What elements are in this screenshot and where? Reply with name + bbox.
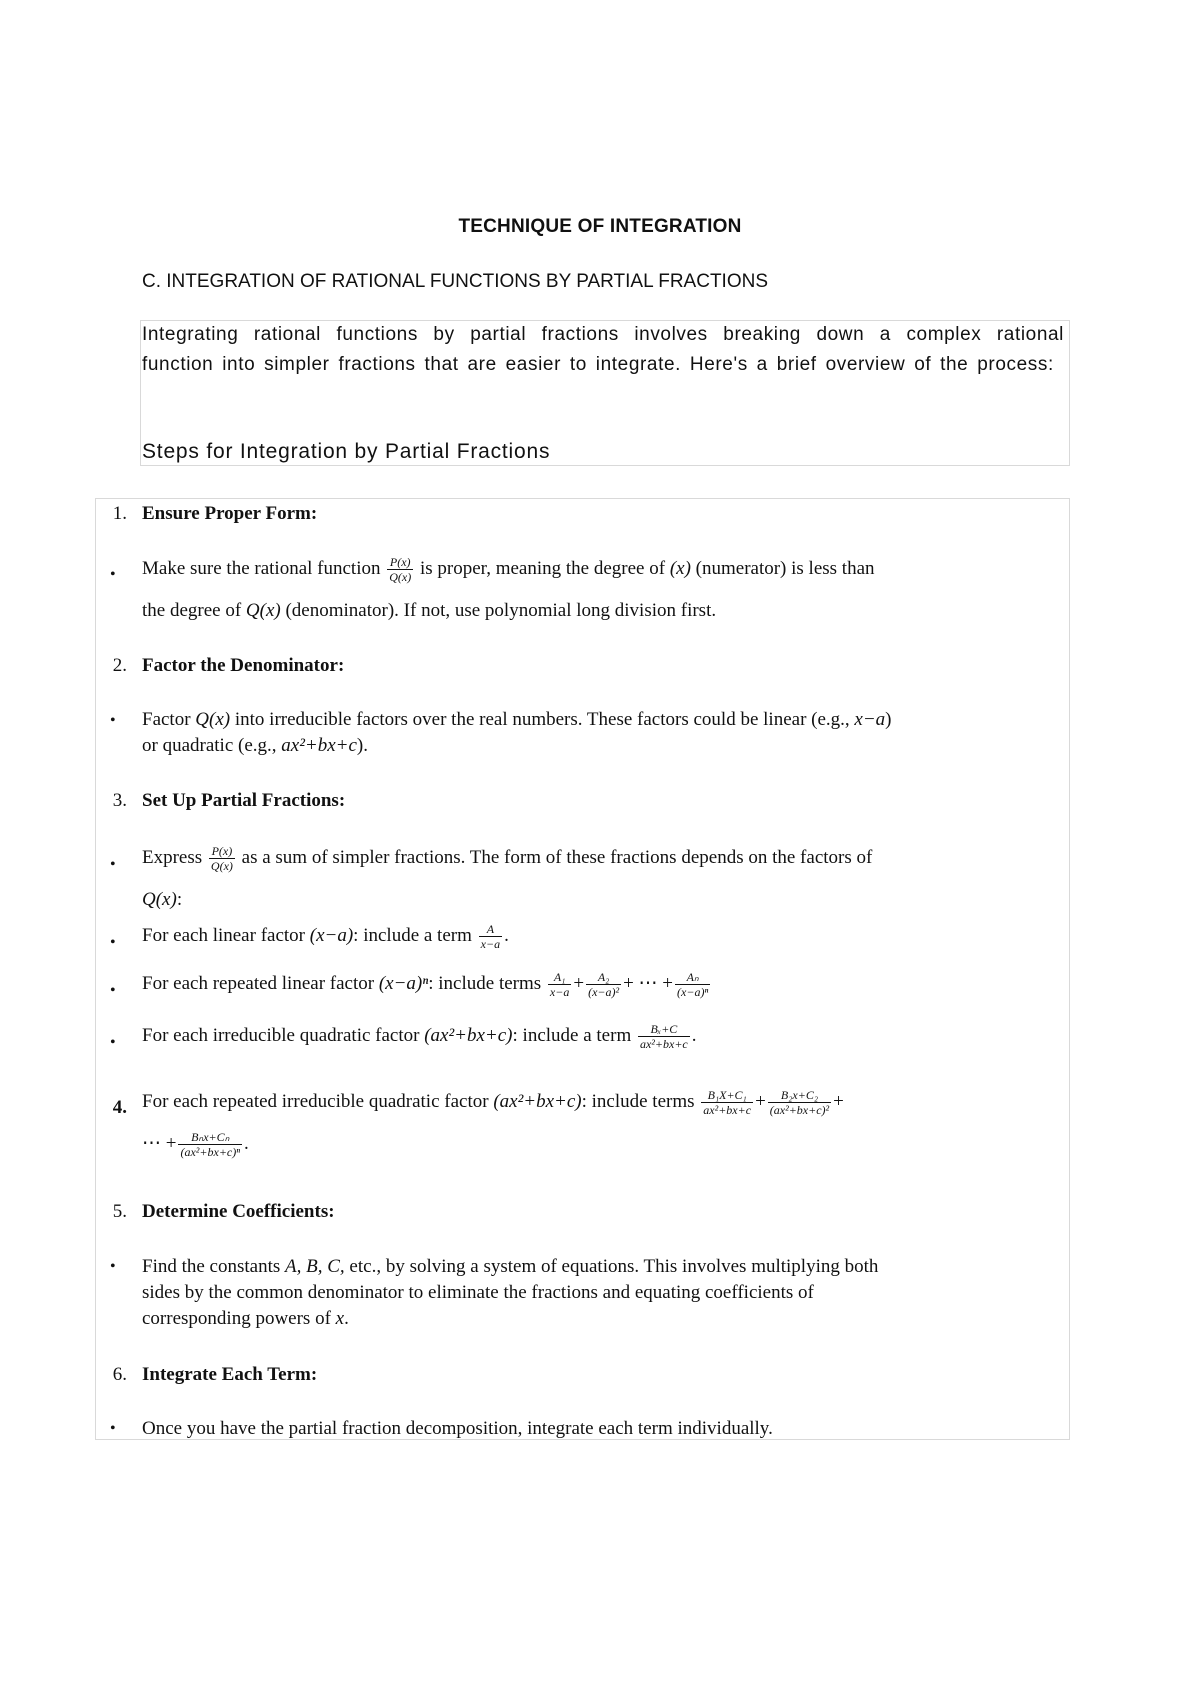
fraction: $\frac{A}{x-a}$	[480, 922, 501, 951]
bullet-icon: •	[110, 566, 116, 583]
step1-bullet-line1: Make sure the rational function $\frac{P(x)}{Q(x)}$ is proper, meaning the degree of (x) (numerator) is less than	[142, 555, 875, 584]
fraction: $\frac{\text{B₂x+C₂}}{\text{(ax²+bx+c)²}}$	[769, 1088, 830, 1117]
steps-heading: Steps for Integration by Partial Fractions	[142, 440, 551, 463]
step2-bullet-line2: or quadratic (e.g., ax²+bx+c).	[142, 735, 368, 756]
fraction: $\frac{\text{B₁X+C₁}}{\text{ax²+bx+c}}$	[703, 1088, 752, 1117]
step-number: 5.	[112, 1201, 127, 1222]
fraction: $\frac{\text{A₁}}{x-a}$	[549, 970, 570, 999]
page-title: TECHNIQUE OF INTEGRATION	[458, 216, 742, 237]
bullet-icon: •	[110, 934, 116, 951]
step3-bullet3: For each repeated linear factor (x−a)ⁿ: include terms $\frac{\text{A₁}}{x-a}$ + $\frac{\text{A₂}}{\text{(x−a)²}}$ + ⋯ + $\frac{\text{Aₙ}}{\text{(x−a)ⁿ}}$	[142, 970, 709, 999]
fraction: $\frac{\text{Bₓ+C}}{\text{ax²+bx+c}}$	[639, 1022, 688, 1051]
step2-bullet-line1: Factor Q(x) into irreducible factors over the real numbers. These factors could be linear (e.g., x−a)	[142, 709, 892, 730]
step6-bullet: Once you have the partial fraction decomposition, integrate each term individually.	[142, 1418, 773, 1439]
step5-bullet-line2: sides by the common denominator to eliminate the fractions and equating coefficients of	[142, 1282, 814, 1303]
bullet-icon: •	[110, 712, 116, 729]
step-number: 6.	[112, 1364, 127, 1385]
step3-bullet2: For each linear factor (x−a): include a term $\frac{A}{x-a}$ .	[142, 922, 509, 951]
bullet-icon: •	[110, 982, 116, 999]
step3-bullet1-line1: Express $\frac{P(x)}{Q(x)}$ as a sum of simpler fractions. The form of these fractions depends on the factors of	[142, 844, 873, 873]
step4-line2: ⋯ + $\frac{\text{Bₙx+Cₙ}}{\text{(ax²+bx+c)ⁿ}}$ .	[142, 1130, 249, 1159]
fraction: $\frac{\text{Aₙ}}{\text{(x−a)ⁿ}}$	[677, 970, 709, 999]
step-title: Factor the Denominator:	[142, 655, 345, 676]
step1-bullet-line2: the degree of Q(x) (denominator). If not, use polynomial long division first.	[142, 600, 717, 621]
step-title: Set Up Partial Fractions:	[142, 790, 346, 811]
step5-bullet-line1: Find the constants A, B, C, etc., by solving a system of equations. This involves multiplying both	[142, 1256, 879, 1277]
step-number: 2.	[112, 655, 127, 676]
fraction: $\frac{\text{Bₙx+Cₙ}}{\text{(ax²+bx+c)ⁿ}}$	[180, 1130, 241, 1159]
step5-bullet-line3: corresponding powers of x.	[142, 1308, 349, 1329]
bullet-icon: •	[110, 1034, 116, 1051]
step-number: 4.	[112, 1097, 127, 1118]
step-number: 1.	[112, 503, 127, 524]
step4-line1: For each repeated irreducible quadratic factor (ax²+bx+c): include terms $\frac{\text{B₁X+C₁}}{\text{ax²+bx+c}}$ + $\frac{\text{B₂x+C₂}}{\text{(ax²+bx+c)²}}$ +	[142, 1088, 844, 1117]
fraction: $\frac{P(x)}{Q(x)}$	[389, 555, 412, 584]
bullet-icon: •	[110, 1420, 116, 1437]
step3-bullet1-line2: Q(x):	[142, 889, 183, 910]
bullet-icon: •	[110, 1258, 116, 1275]
section-subtitle: C. INTEGRATION OF RATIONAL FUNCTIONS BY PARTIAL FRACTIONS	[142, 271, 769, 292]
bullet-icon: •	[110, 856, 116, 873]
step-number: 3.	[112, 790, 127, 811]
step-title: Ensure Proper Form:	[142, 503, 318, 524]
fraction: $\frac{\text{A₂}}{\text{(x−a)²}}$	[588, 970, 620, 999]
step-title: Integrate Each Term:	[142, 1364, 318, 1385]
step-title: Determine Coefficients:	[142, 1201, 335, 1222]
step3-bullet4: For each irreducible quadratic factor (ax²+bx+c): include a term $\frac{\text{Bₓ+C}}{\text{ax²+bx+c}}$ .	[142, 1022, 697, 1051]
fraction: $\frac{P(x)}{Q(x)}$	[210, 844, 233, 873]
intro-paragraph: Integrating rational functions by partial fractions involves breaking down a complex rational function into simpler fractions that are easier to integrate. Here's a brief overview of the process:	[142, 324, 1064, 375]
